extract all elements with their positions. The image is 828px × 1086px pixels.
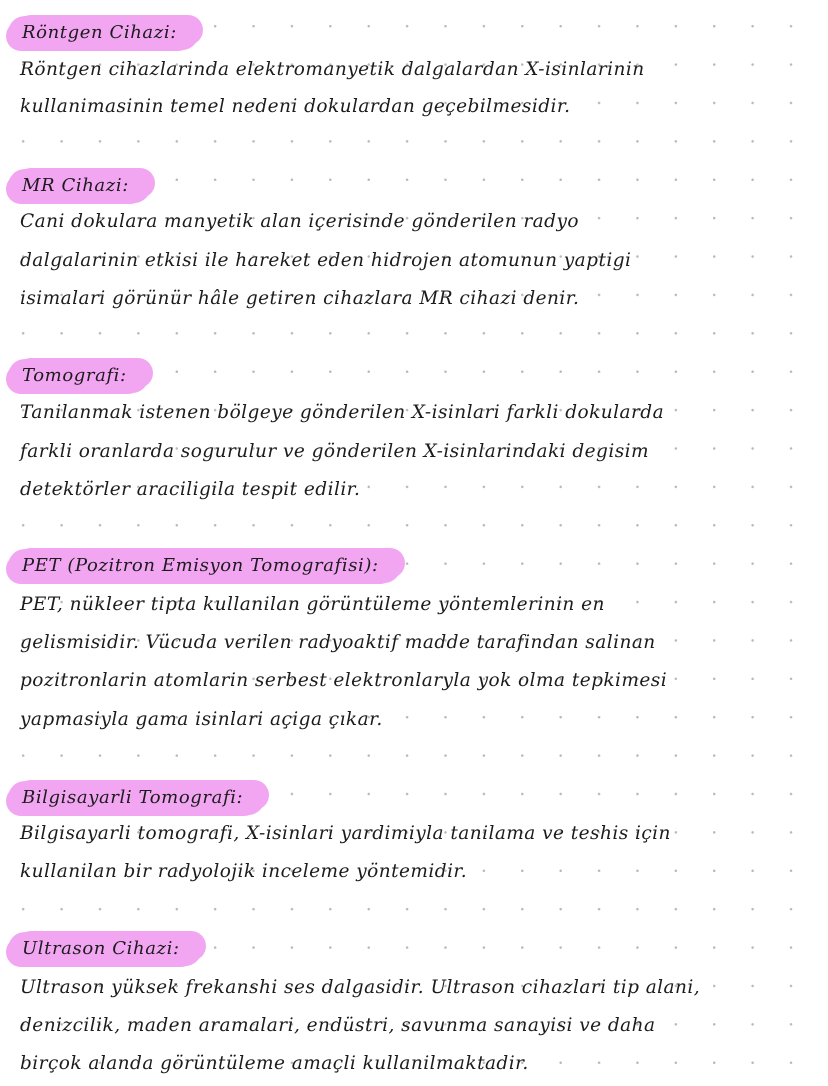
body-line: Cani dokulara manyetik alan içerisinde gönderilen radyo (20, 211, 579, 232)
body-line: pozitronlarin atomlarin serbest elektronlaryla yok olma tepkimesi (20, 670, 668, 691)
body-line: yapmasiyla gama isinlari açiga çıkar. (20, 709, 383, 730)
body-line: dalgalarinin etkisi ile hareket eden hidrojen atomunun yaptigi (20, 250, 632, 271)
heading-pet: PET (Pozitron Emisyon Tomografisi): (8, 549, 401, 583)
heading-ultrason: Ultrason Cihazi: (8, 932, 202, 966)
heading-tomografi: Tomografi: (8, 359, 149, 393)
body-line: denizcilik, maden aramalari, endüstri, savunma sanayisi ve daha (20, 1015, 656, 1036)
heading-bilgisayarli-tomografi: Bilgisayarli Tomografi: (8, 781, 265, 815)
body-line: detektörler araciligila tespit edilir. (20, 479, 361, 500)
body-line: Bilgisayarli tomografi, X-isinlari yardimiyla tanilama ve teshis için (20, 823, 671, 844)
body-line: PET, nükleer tipta kullanilan görüntüleme yöntemlerinin en (20, 594, 605, 615)
heading-mr: MR Cihazi: (8, 169, 151, 203)
body-line: farkli oranlarda sogurulur ve gönderilen X-isinlarindaki degisim (20, 441, 650, 462)
heading-rontgen: Röntgen Cihazi: (8, 16, 199, 50)
body-line: Röntgen cihazlarinda elektromanyetik dalgalardan X-isinlarinin (20, 59, 645, 80)
body-line: isimalari görünür hâle getiren cihazlara MR cihazi denir. (20, 288, 580, 309)
body-line: Tanilanmak istenen bölgeye gönderilen X-isinlari farkli dokularda (20, 402, 665, 423)
body-line: birçok alanda görüntüleme amaçli kullanilmaktadir. (20, 1053, 529, 1074)
body-line: kullanilan bir radyolojik inceleme yöntemidir. (20, 861, 468, 882)
body-line: kullanimasinin temel nedeni dokulardan geçebilmesidir. (20, 96, 571, 117)
body-line: Ultrason yüksek frekanshi ses dalgasidir. Ultrason cihazlari tip alani, (20, 977, 701, 998)
body-line: gelismisidir. Vücuda verilen radyoaktif madde tarafindan salinan (20, 632, 656, 653)
